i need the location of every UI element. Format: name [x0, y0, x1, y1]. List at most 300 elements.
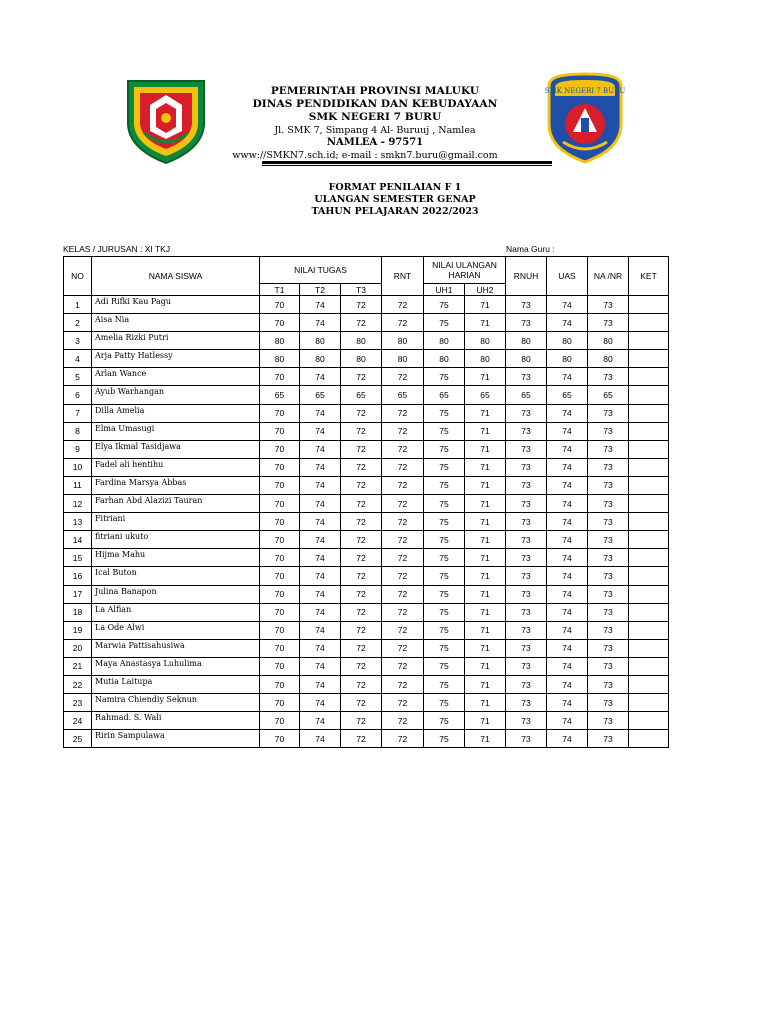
score-uh2: 65 [465, 386, 506, 404]
student-name: Marwia Pattisahusiwa [92, 639, 260, 657]
student-name: Fitriani [92, 513, 260, 531]
table-row [64, 730, 669, 748]
row-no: 3 [64, 332, 92, 350]
score-rnt: 72 [382, 404, 424, 422]
score-t1: 70 [260, 567, 300, 585]
header-t1: T1 [260, 284, 300, 296]
row-no: 16 [64, 567, 92, 585]
table-row [64, 603, 669, 621]
table-row [64, 296, 669, 314]
header-uas: UAS [547, 257, 588, 296]
score-t1: 70 [260, 603, 300, 621]
score-rnuh: 65 [506, 386, 547, 404]
score-uas: 74 [547, 730, 588, 748]
row-no: 2 [64, 314, 92, 332]
letterhead-address: Jl. SMK 7, Simpang 4 Al- Buruuj , Namlea [274, 125, 476, 136]
score-na-nr: 73 [588, 603, 629, 621]
school-logo-text: SMK NEGERI 7 BURU [545, 87, 625, 95]
score-na-nr: 73 [588, 675, 629, 693]
score-uh1: 75 [424, 476, 465, 494]
letterhead-government: PEMERINTAH PROVINSI MALUKU [270, 85, 480, 97]
score-uh1: 80 [424, 350, 465, 368]
score-t3: 72 [341, 567, 382, 585]
score-na-nr: 73 [588, 585, 629, 603]
score-t2: 74 [300, 495, 341, 513]
title-line-3: TAHUN PELAJARAN 2022/2023 [311, 206, 479, 217]
score-rnt: 80 [382, 332, 424, 350]
score-uh1: 75 [424, 296, 465, 314]
row-no: 6 [64, 386, 92, 404]
header-uh2: UH2 [465, 284, 506, 296]
score-t2: 74 [300, 639, 341, 657]
remark-cell [629, 567, 669, 585]
score-t1: 70 [260, 549, 300, 567]
remark-cell [629, 350, 669, 368]
score-rnuh: 73 [506, 531, 547, 549]
remark-cell [629, 404, 669, 422]
score-uas: 74 [547, 585, 588, 603]
score-uh1: 75 [424, 368, 465, 386]
score-na-nr: 73 [588, 458, 629, 476]
row-no: 23 [64, 694, 92, 712]
score-uas: 80 [547, 332, 588, 350]
score-rnuh: 73 [506, 657, 547, 675]
score-na-nr: 73 [588, 567, 629, 585]
score-t2: 74 [300, 657, 341, 675]
student-name: Fardina Marsya Abbas [92, 476, 260, 494]
score-t3: 72 [341, 440, 382, 458]
row-no: 11 [64, 476, 92, 494]
table-row [64, 621, 669, 639]
remark-cell [629, 639, 669, 657]
letterhead-divider-thin [262, 165, 552, 166]
letterhead [215, 85, 535, 162]
table-row [64, 513, 669, 531]
score-t1: 70 [260, 675, 300, 693]
letterhead-contact: www://SMKN7.sch.id; e-mail : smkn7.buru@gmail.com [232, 150, 498, 161]
score-rnuh: 73 [506, 603, 547, 621]
score-rnt: 80 [382, 350, 424, 368]
score-rnt: 72 [382, 657, 424, 675]
row-no: 18 [64, 603, 92, 621]
score-t2: 74 [300, 549, 341, 567]
table-row [64, 404, 669, 422]
score-uh2: 71 [465, 585, 506, 603]
student-name: Amelia Rizki Putri [92, 332, 260, 350]
score-rnt: 72 [382, 368, 424, 386]
table-row [64, 639, 669, 657]
score-t2: 74 [300, 404, 341, 422]
score-t3: 72 [341, 476, 382, 494]
row-no: 4 [64, 350, 92, 368]
score-uas: 74 [547, 404, 588, 422]
score-t3: 72 [341, 314, 382, 332]
score-rnt: 72 [382, 531, 424, 549]
score-t3: 72 [341, 296, 382, 314]
remark-cell [629, 712, 669, 730]
row-no: 14 [64, 531, 92, 549]
student-name: fitriani ukuto [92, 531, 260, 549]
letterhead-city: NAMLEA - 97571 [326, 137, 424, 148]
score-t1: 70 [260, 712, 300, 730]
score-rnuh: 73 [506, 712, 547, 730]
score-rnt: 72 [382, 694, 424, 712]
table-row [64, 368, 669, 386]
score-rnuh: 73 [506, 621, 547, 639]
score-uh2: 71 [465, 567, 506, 585]
score-t1: 70 [260, 458, 300, 476]
student-name: Aisa Nia [92, 314, 260, 332]
title-line-2: ULANGAN SEMESTER GENAP [314, 194, 476, 205]
remark-cell [629, 694, 669, 712]
score-uh1: 75 [424, 422, 465, 440]
remark-cell [629, 730, 669, 748]
letterhead-school: SMK NEGERI 7 BURU [308, 111, 442, 123]
student-name: Elma Umasugi [92, 422, 260, 440]
score-rnt: 72 [382, 712, 424, 730]
score-na-nr: 65 [588, 386, 629, 404]
score-rnt: 72 [382, 495, 424, 513]
header-no: NO [64, 257, 92, 296]
score-rnt: 72 [382, 314, 424, 332]
score-uas: 74 [547, 513, 588, 531]
table-row [64, 531, 669, 549]
header-na-nr: NA /NR [588, 257, 629, 296]
score-rnt: 72 [382, 513, 424, 531]
score-rnuh: 73 [506, 730, 547, 748]
score-uh2: 71 [465, 694, 506, 712]
score-na-nr: 73 [588, 513, 629, 531]
student-name: Ririn Sampulawa [92, 730, 260, 748]
score-rnt: 72 [382, 422, 424, 440]
score-na-nr: 73 [588, 422, 629, 440]
table-row [64, 495, 669, 513]
student-name: Namira Chiendiy Seknun [92, 694, 260, 712]
score-t3: 72 [341, 585, 382, 603]
student-name: Adi Rifki Kau Pagu [92, 296, 260, 314]
score-t1: 70 [260, 621, 300, 639]
score-na-nr: 73 [588, 657, 629, 675]
score-uh2: 71 [465, 314, 506, 332]
score-uh1: 75 [424, 567, 465, 585]
score-na-nr: 73 [588, 694, 629, 712]
score-t2: 74 [300, 585, 341, 603]
table-row [64, 585, 669, 603]
header-nilai-tugas: NILAI TUGAS [260, 257, 382, 284]
score-uas: 74 [547, 694, 588, 712]
row-no: 19 [64, 621, 92, 639]
student-name: Ayub Warhangan [92, 386, 260, 404]
score-t2: 74 [300, 730, 341, 748]
score-t3: 72 [341, 603, 382, 621]
remark-cell [629, 657, 669, 675]
score-uas: 74 [547, 675, 588, 693]
score-rnt: 72 [382, 458, 424, 476]
student-name: Arja Patty Hatlessy [92, 350, 260, 368]
remark-cell [629, 368, 669, 386]
score-t2: 74 [300, 440, 341, 458]
header-rnt: RNT [382, 257, 424, 296]
score-rnuh: 73 [506, 440, 547, 458]
score-uh2: 71 [465, 513, 506, 531]
score-t2: 80 [300, 350, 341, 368]
score-t3: 72 [341, 368, 382, 386]
score-t3: 72 [341, 495, 382, 513]
header-t2: T2 [300, 284, 341, 296]
score-uh2: 80 [465, 332, 506, 350]
score-uas: 74 [547, 657, 588, 675]
score-t3: 72 [341, 675, 382, 693]
student-name: La Alfian [92, 603, 260, 621]
score-rnuh: 73 [506, 567, 547, 585]
header-uh1: UH1 [424, 284, 465, 296]
score-t1: 65 [260, 386, 300, 404]
remark-cell [629, 585, 669, 603]
student-name: Ical Buton [92, 567, 260, 585]
score-rnuh: 73 [506, 296, 547, 314]
grades-table-body [64, 296, 669, 748]
score-rnuh: 73 [506, 368, 547, 386]
score-t2: 74 [300, 513, 341, 531]
table-row [64, 350, 669, 368]
score-t3: 72 [341, 730, 382, 748]
score-uh1: 75 [424, 404, 465, 422]
remark-cell [629, 675, 669, 693]
score-t2: 74 [300, 314, 341, 332]
score-rnuh: 73 [506, 694, 547, 712]
score-t3: 72 [341, 657, 382, 675]
score-rnt: 72 [382, 585, 424, 603]
score-t2: 74 [300, 603, 341, 621]
table-row [64, 440, 669, 458]
score-uh2: 71 [465, 495, 506, 513]
score-t2: 74 [300, 531, 341, 549]
score-t2: 74 [300, 712, 341, 730]
province-logo [120, 75, 212, 165]
score-rnuh: 73 [506, 404, 547, 422]
score-t2: 74 [300, 476, 341, 494]
score-uas: 74 [547, 422, 588, 440]
remark-cell [629, 495, 669, 513]
table-row [64, 712, 669, 730]
score-t2: 80 [300, 332, 341, 350]
score-rnuh: 73 [506, 458, 547, 476]
score-rnt: 72 [382, 675, 424, 693]
document-title [260, 182, 530, 218]
score-uh2: 71 [465, 422, 506, 440]
score-uh1: 75 [424, 513, 465, 531]
score-t1: 70 [260, 694, 300, 712]
row-no: 24 [64, 712, 92, 730]
score-na-nr: 73 [588, 495, 629, 513]
table-row [64, 549, 669, 567]
score-uh1: 75 [424, 549, 465, 567]
score-t3: 72 [341, 422, 382, 440]
score-uas: 74 [547, 621, 588, 639]
score-uh1: 75 [424, 657, 465, 675]
remark-cell [629, 513, 669, 531]
score-uas: 74 [547, 531, 588, 549]
row-no: 13 [64, 513, 92, 531]
score-uas: 80 [547, 350, 588, 368]
score-rnuh: 73 [506, 549, 547, 567]
score-t3: 72 [341, 531, 382, 549]
header-nama-siswa: NAMA SISWA [92, 257, 260, 296]
score-na-nr: 73 [588, 440, 629, 458]
score-uh1: 75 [424, 314, 465, 332]
score-rnuh: 73 [506, 513, 547, 531]
remark-cell [629, 332, 669, 350]
score-uas: 74 [547, 368, 588, 386]
table-row [64, 694, 669, 712]
score-t2: 74 [300, 368, 341, 386]
score-uh1: 75 [424, 495, 465, 513]
score-uh2: 71 [465, 296, 506, 314]
header-nilai-ulangan-harian: NILAI ULANGAN HARIAN [424, 257, 506, 284]
score-uh1: 75 [424, 694, 465, 712]
teacher-label: Nama Guru : [506, 244, 555, 254]
row-no: 20 [64, 639, 92, 657]
score-uas: 74 [547, 567, 588, 585]
score-uh2: 80 [465, 350, 506, 368]
remark-cell [629, 549, 669, 567]
score-rnt: 72 [382, 603, 424, 621]
score-rnt: 72 [382, 296, 424, 314]
table-row [64, 567, 669, 585]
score-t3: 72 [341, 694, 382, 712]
remark-cell [629, 314, 669, 332]
score-na-nr: 80 [588, 350, 629, 368]
score-uh1: 75 [424, 730, 465, 748]
table-row [64, 657, 669, 675]
score-rnuh: 73 [506, 639, 547, 657]
score-rnt: 72 [382, 440, 424, 458]
table-row [64, 386, 669, 404]
score-uas: 74 [547, 458, 588, 476]
score-uas: 74 [547, 296, 588, 314]
score-t3: 72 [341, 549, 382, 567]
score-uh2: 71 [465, 621, 506, 639]
score-uh1: 75 [424, 585, 465, 603]
row-no: 12 [64, 495, 92, 513]
title-line-1: FORMAT PENILAIAN F 1 [328, 182, 462, 193]
row-no: 10 [64, 458, 92, 476]
score-t1: 70 [260, 422, 300, 440]
score-uh2: 71 [465, 476, 506, 494]
score-uh2: 71 [465, 657, 506, 675]
score-t3: 72 [341, 639, 382, 657]
table-row [64, 476, 669, 494]
score-rnt: 72 [382, 621, 424, 639]
row-no: 15 [64, 549, 92, 567]
score-t3: 72 [341, 513, 382, 531]
score-t1: 70 [260, 585, 300, 603]
score-na-nr: 73 [588, 549, 629, 567]
row-no: 22 [64, 675, 92, 693]
score-rnt: 72 [382, 639, 424, 657]
score-uh2: 71 [465, 549, 506, 567]
remark-cell [629, 386, 669, 404]
remark-cell [629, 440, 669, 458]
score-uas: 65 [547, 386, 588, 404]
score-rnt: 72 [382, 567, 424, 585]
score-uh1: 75 [424, 675, 465, 693]
row-no: 21 [64, 657, 92, 675]
student-name: Dilla Amelia [92, 404, 260, 422]
student-name: Arlan Wance [92, 368, 260, 386]
score-uas: 74 [547, 495, 588, 513]
score-uh2: 71 [465, 404, 506, 422]
score-uas: 74 [547, 549, 588, 567]
student-name: La Ode Alwi [92, 621, 260, 639]
score-rnt: 65 [382, 386, 424, 404]
score-uh1: 75 [424, 458, 465, 476]
score-uas: 74 [547, 476, 588, 494]
score-t2: 74 [300, 296, 341, 314]
score-uh2: 71 [465, 675, 506, 693]
student-name: Julina Banapon [92, 585, 260, 603]
score-t1: 70 [260, 639, 300, 657]
score-t3: 72 [341, 404, 382, 422]
row-no: 9 [64, 440, 92, 458]
letterhead-divider-thick [262, 161, 552, 164]
score-t3: 65 [341, 386, 382, 404]
score-rnuh: 73 [506, 314, 547, 332]
score-t1: 70 [260, 730, 300, 748]
score-t1: 70 [260, 404, 300, 422]
table-row [64, 332, 669, 350]
header-rnuh: RNUH [506, 257, 547, 296]
score-rnuh: 73 [506, 495, 547, 513]
score-rnuh: 73 [506, 675, 547, 693]
score-uh1: 75 [424, 440, 465, 458]
score-t1: 70 [260, 368, 300, 386]
score-t1: 70 [260, 531, 300, 549]
score-na-nr: 73 [588, 531, 629, 549]
score-uas: 74 [547, 712, 588, 730]
score-na-nr: 73 [588, 404, 629, 422]
score-na-nr: 73 [588, 314, 629, 332]
score-t1: 70 [260, 314, 300, 332]
score-uh2: 71 [465, 730, 506, 748]
score-rnuh: 73 [506, 422, 547, 440]
score-t2: 74 [300, 422, 341, 440]
score-uas: 74 [547, 314, 588, 332]
score-rnuh: 73 [506, 585, 547, 603]
score-uh1: 75 [424, 712, 465, 730]
score-uh1: 75 [424, 621, 465, 639]
score-na-nr: 73 [588, 621, 629, 639]
score-uh1: 75 [424, 603, 465, 621]
score-t2: 74 [300, 621, 341, 639]
score-uas: 74 [547, 603, 588, 621]
grades-table [63, 256, 669, 748]
student-name: Mutia Laitupa [92, 675, 260, 693]
score-rnuh: 73 [506, 476, 547, 494]
score-uh2: 71 [465, 458, 506, 476]
row-no: 8 [64, 422, 92, 440]
score-t1: 70 [260, 657, 300, 675]
score-na-nr: 73 [588, 712, 629, 730]
score-t1: 80 [260, 332, 300, 350]
score-uh1: 75 [424, 531, 465, 549]
score-uh1: 80 [424, 332, 465, 350]
row-no: 5 [64, 368, 92, 386]
score-t1: 80 [260, 350, 300, 368]
score-uh1: 75 [424, 639, 465, 657]
score-t1: 70 [260, 440, 300, 458]
row-no: 25 [64, 730, 92, 748]
